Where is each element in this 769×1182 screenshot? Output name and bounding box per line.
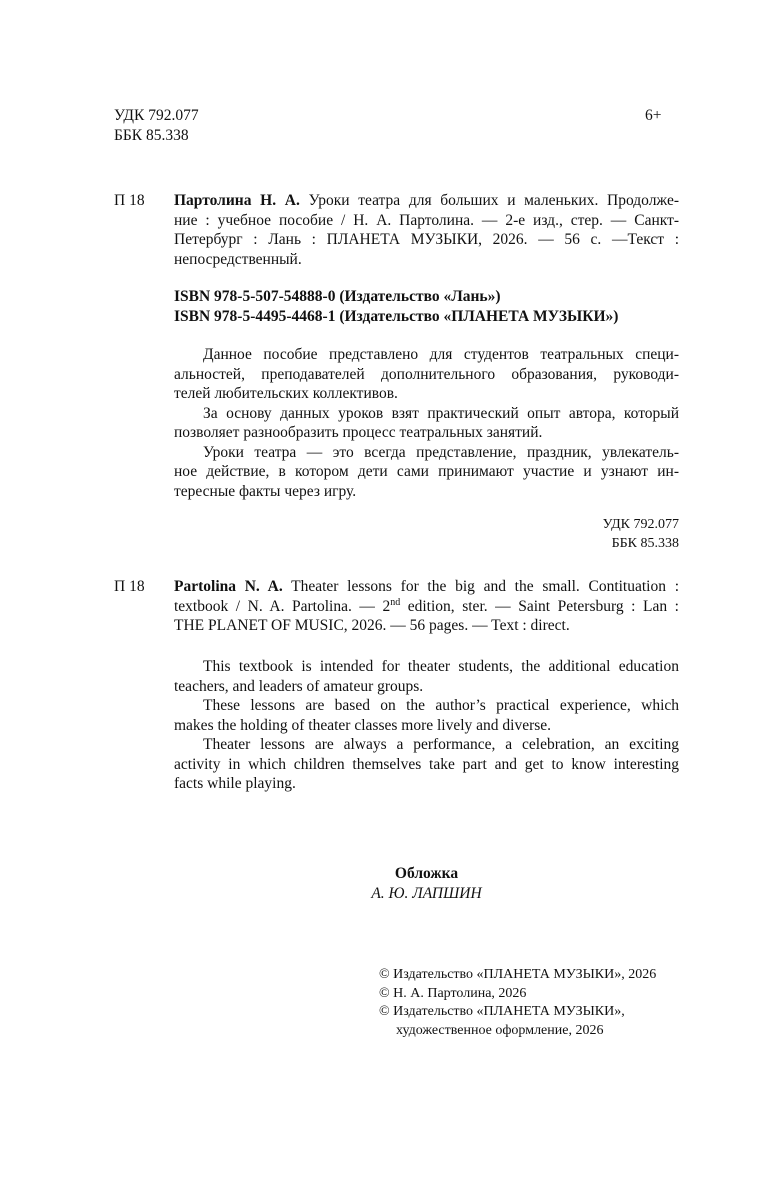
ru-abstract-line: За основу данных уроков взят практический опыт автора, который: [203, 404, 679, 422]
cover-credit: [174, 864, 679, 903]
cover-label: Обложка: [394, 865, 459, 882]
ru-entry-line-1: Партолина Н. А. Уроки театра для больших и маленьких. Продолже-: [174, 192, 679, 209]
age-rating: 6+: [645, 107, 662, 124]
isbn-lan: ISBN 978-5-507-54888-0 (Издательство «Лань»): [174, 288, 501, 305]
en-abstract-line: activity in which children themselves take part and get to know interesting: [174, 755, 679, 773]
ru-abstract-line: тересные факты через игру.: [174, 482, 357, 500]
en-abstract-line: facts while playing.: [174, 775, 296, 792]
en-abstract-line: These lessons are based on the author’s practical experience, which: [203, 697, 679, 714]
ru-abstract-line: Данное пособие представлено для студентов театральных специ-: [203, 346, 679, 363]
ru-bbk: ББК 85.338: [611, 536, 679, 551]
ru-entry-line-4: непосредственный.: [174, 250, 302, 268]
ru-abstract-line: ное действие, в котором дети сами принимают участие и узнают ин-: [174, 463, 679, 480]
ru-abstract-line: телей любительских коллективов.: [174, 385, 398, 402]
copyright-line: © Н. А. Партолина, 2026: [379, 985, 527, 1001]
en-entry-line-1: Partolina N. A. Theater lessons for the big and the small. Contituation :: [174, 578, 679, 595]
en-abstract-line: teachers, and leaders of amateur groups.: [174, 677, 424, 695]
ru-abstract: [174, 345, 679, 501]
ru-abstract-line: альностей, преподавателей дополнительного образования, руководи-: [174, 365, 679, 383]
en-entry-code: П 18: [114, 578, 145, 595]
en-entry-line-3: THE PLANET OF MUSIC, 2026. — 56 pages. — Text : direct.: [174, 617, 570, 634]
isbn-planeta: ISBN 978-5-4495-4468-1 (Издательство «ПЛАНЕТА МУЗЫКИ»): [174, 307, 619, 325]
en-abstract-line: makes the holding of theater classes more lively and diverse.: [174, 716, 552, 734]
en-entry-line-2: textbook / N. A. Partolina. — 2nd edition, ster. — Saint Petersburg : Lan :: [174, 596, 679, 615]
ru-bibliographic-entry: [174, 191, 679, 269]
ru-entry-code: П 18: [114, 192, 145, 209]
en-abstract-line: Theater lessons are always a performance, a celebration, an exciting: [203, 736, 679, 753]
ru-udk: УДК 792.077: [602, 517, 679, 532]
ru-entry-line-3: Петербург : Лань : ПЛАНЕТА МУЗЫКИ, 2026. — 56 с. —Текст :: [174, 231, 679, 248]
copyright-line: художественное оформление, 2026: [396, 1022, 604, 1038]
copyright-line: © Издательство «ПЛАНЕТА МУЗЫКИ»,: [379, 1004, 625, 1019]
ru-author: Партолина Н. А.: [174, 192, 300, 209]
header-codes: [114, 106, 199, 145]
en-abstract-line: This textbook is intended for theater students, the additional education: [203, 658, 679, 675]
en-author: Partolina N. A.: [174, 578, 283, 595]
copyright-block: [379, 966, 656, 1040]
en-bibliographic-entry: [174, 577, 679, 636]
ru-entry-codes: [603, 515, 679, 553]
ru-abstract-line: позволяет разнообразить процесс театральных занятий.: [174, 424, 543, 441]
isbn-block: [174, 287, 618, 326]
udk-code: УДК 792.077: [114, 107, 199, 124]
cover-artist: А. Ю. ЛАПШИН: [371, 884, 482, 902]
bbk-code: ББК 85.338: [114, 126, 189, 144]
en-abstract: [174, 657, 679, 794]
ru-entry-line-2: ние : учебное пособие / Н. А. Партолина. — 2-е изд., стер. — Санкт-: [174, 211, 679, 229]
copyright-line: © Издательство «ПЛАНЕТА МУЗЫКИ», 2026: [379, 967, 657, 982]
ru-abstract-line: Уроки театра — это всегда представление, праздник, увлекатель-: [203, 443, 679, 461]
